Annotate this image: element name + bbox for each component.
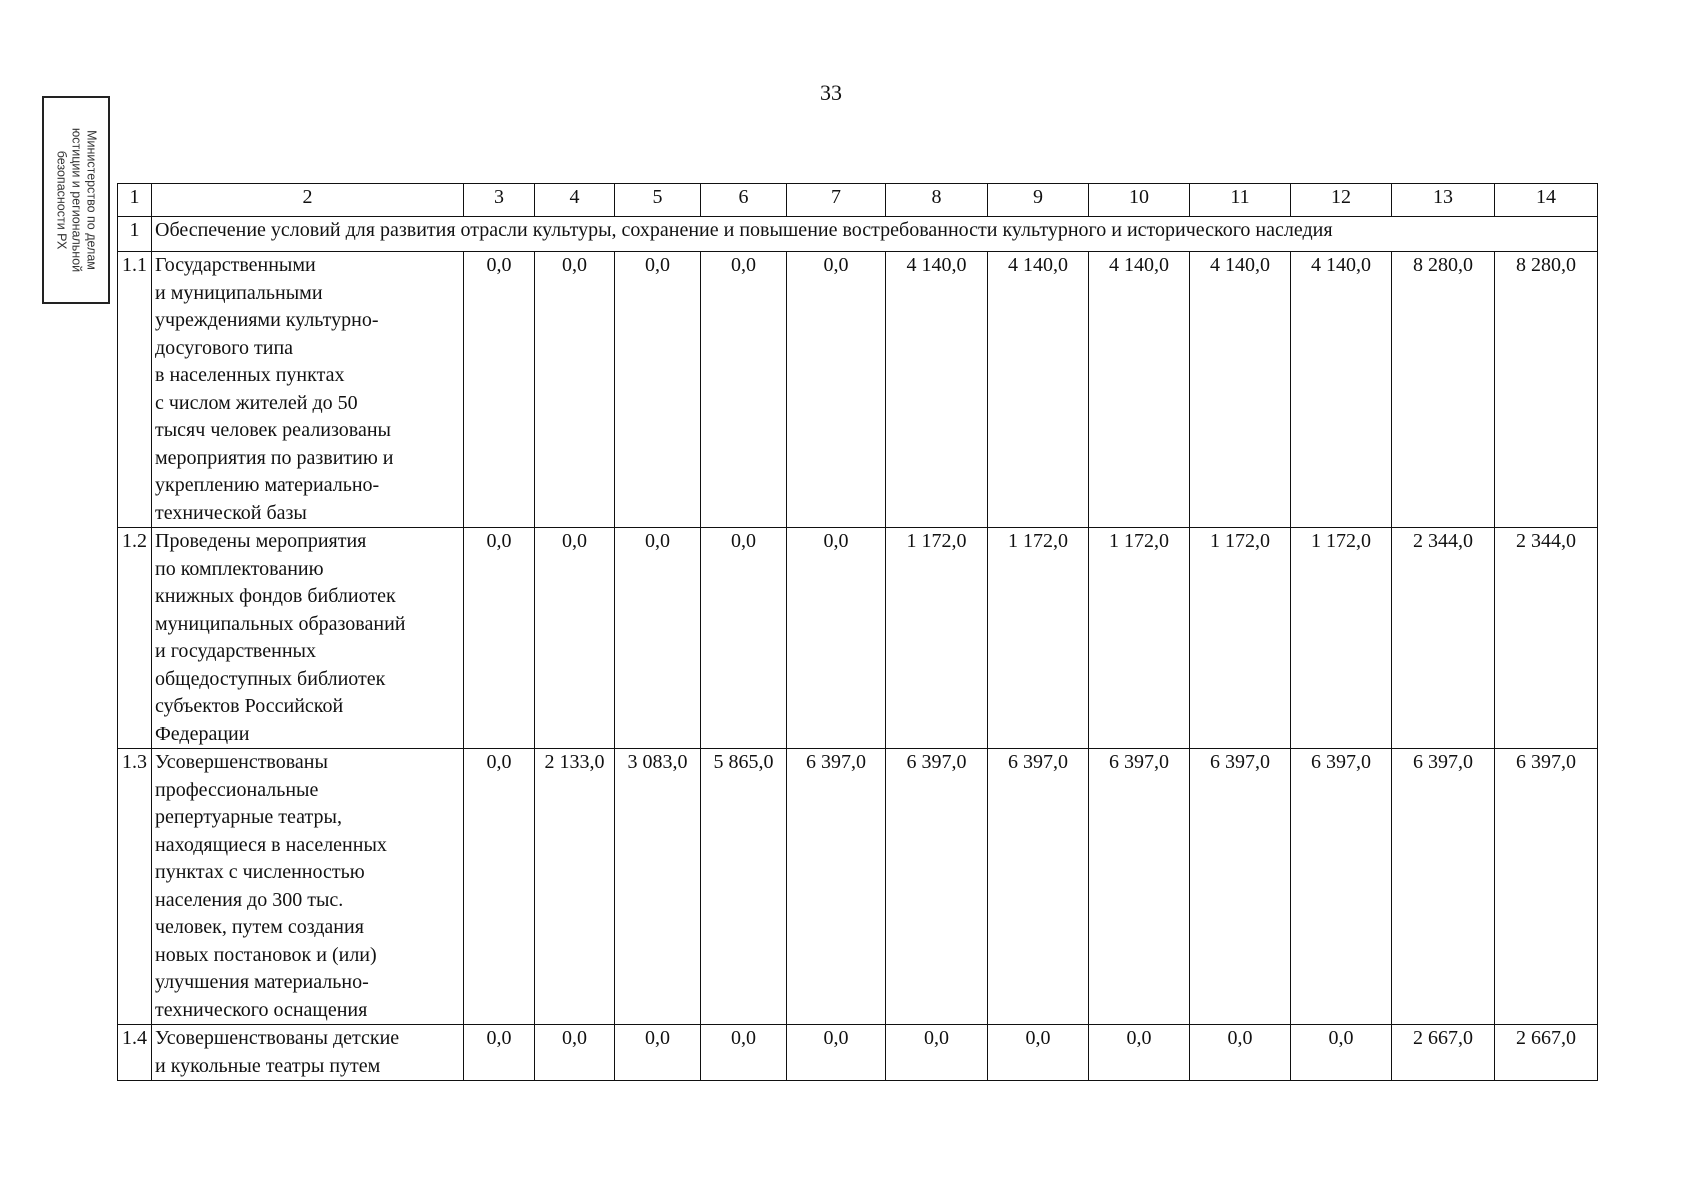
- description-line: по комплектованию: [155, 557, 324, 580]
- description-line: общедоступных библиотек: [155, 667, 386, 690]
- ministry-stamp: [42, 96, 110, 304]
- description-line: с числом жителей до 50: [155, 391, 358, 414]
- value-cell: 2 667,0: [1392, 1025, 1495, 1081]
- value-cell: 0,0: [464, 1025, 535, 1081]
- column-number: 8: [886, 184, 988, 217]
- value-cell: 3 083,0: [615, 749, 701, 1025]
- value-cell: 0,0: [535, 1025, 615, 1081]
- value-cell: 1 172,0: [886, 528, 988, 749]
- row-description: [152, 252, 464, 528]
- value-cell: 0,0: [787, 528, 886, 749]
- row-number: 1.3: [118, 749, 152, 1025]
- row-number: 1.2: [118, 528, 152, 749]
- value-cell: 0,0: [1089, 1025, 1190, 1081]
- stamp-line: безопасности РХ: [54, 150, 69, 250]
- description-line: технической базы: [155, 501, 307, 524]
- stamp-text: [54, 100, 99, 300]
- description-line: улучшения материально-: [155, 971, 369, 993]
- value-cell: 8 280,0: [1495, 252, 1598, 528]
- page-number: 33: [820, 80, 842, 105]
- table-row: [118, 749, 1598, 1025]
- value-cell: 6 397,0: [1089, 749, 1190, 1025]
- description-line: в населенных пунктах: [155, 364, 345, 386]
- value-cell: 5 865,0: [701, 749, 787, 1025]
- description-line: Усовершенствованы: [155, 751, 328, 773]
- description-line: и государственных: [155, 640, 316, 662]
- table-row: [118, 1025, 1598, 1081]
- value-cell: 1 172,0: [988, 528, 1089, 749]
- description-line: тысяч человек реализованы: [155, 419, 391, 441]
- description-line: субъектов Российской: [155, 695, 344, 717]
- value-cell: 0,0: [535, 252, 615, 528]
- description-line: пунктах с численностью: [155, 861, 365, 883]
- value-cell: 0,0: [787, 252, 886, 528]
- column-number-row: [118, 184, 1598, 217]
- value-cell: 4 140,0: [1190, 252, 1291, 528]
- description-line: репертуарные театры,: [155, 806, 342, 828]
- value-cell: 0,0: [701, 528, 787, 749]
- column-number: 1: [118, 184, 152, 217]
- row-description: [152, 528, 464, 749]
- value-cell: 0,0: [615, 1025, 701, 1081]
- value-cell: 2 344,0: [1495, 528, 1598, 749]
- description-line: технического оснащения: [155, 998, 368, 1021]
- budget-table: [117, 183, 1598, 1081]
- value-cell: 0,0: [701, 252, 787, 528]
- value-cell: 0,0: [464, 528, 535, 749]
- row-number: 1.4: [118, 1025, 152, 1081]
- value-cell: 6 397,0: [1495, 749, 1598, 1025]
- column-number: 4: [535, 184, 615, 217]
- table-row: [118, 252, 1598, 528]
- description-line: Проведены мероприятия: [155, 530, 367, 552]
- value-cell: 1 172,0: [1291, 528, 1392, 749]
- description-line: мероприятия по развитию и: [155, 446, 394, 469]
- value-cell: 0,0: [787, 1025, 886, 1081]
- table-row: [118, 528, 1598, 749]
- column-number: 2: [152, 184, 464, 217]
- value-cell: 4 140,0: [886, 252, 988, 528]
- value-cell: 6 397,0: [787, 749, 886, 1025]
- value-cell: 4 140,0: [1089, 252, 1190, 528]
- column-number: 6: [701, 184, 787, 217]
- description-line: учреждениями культурно-: [155, 309, 379, 331]
- value-cell: 0,0: [886, 1025, 988, 1081]
- value-cell: 6 397,0: [1190, 749, 1291, 1025]
- description-line: книжных фондов библиотек: [155, 585, 396, 607]
- column-number: 11: [1190, 184, 1291, 217]
- column-number: 5: [615, 184, 701, 217]
- stamp-line: Министерство по делам: [84, 130, 99, 270]
- column-number: 7: [787, 184, 886, 217]
- value-cell: 0,0: [615, 252, 701, 528]
- description-line: Государственными: [155, 254, 316, 276]
- value-cell: 6 397,0: [988, 749, 1089, 1025]
- row-description: [152, 1025, 464, 1081]
- value-cell: 1 172,0: [1089, 528, 1190, 749]
- value-cell: 2 133,0: [535, 749, 615, 1025]
- value-cell: 0,0: [615, 528, 701, 749]
- value-cell: 8 280,0: [1392, 252, 1495, 528]
- value-cell: 0,0: [1291, 1025, 1392, 1081]
- description-line: профессиональные: [155, 778, 319, 801]
- value-cell: 0,0: [464, 749, 535, 1025]
- value-cell: 0,0: [1190, 1025, 1291, 1081]
- description-line: и муниципальными: [155, 281, 323, 304]
- value-cell: 2 667,0: [1495, 1025, 1598, 1081]
- row-number: 1.1: [118, 252, 152, 528]
- column-number: 12: [1291, 184, 1392, 217]
- value-cell: 6 397,0: [1291, 749, 1392, 1025]
- value-cell: 0,0: [701, 1025, 787, 1081]
- column-number: 14: [1495, 184, 1598, 217]
- column-number: 13: [1392, 184, 1495, 217]
- description-line: муниципальных образований: [155, 612, 406, 635]
- row-description: [152, 749, 464, 1025]
- description-line: новых постановок и (или): [155, 943, 377, 966]
- description-line: населения до 300 тыс.: [155, 888, 344, 911]
- section-number: 1: [118, 217, 152, 252]
- value-cell: 4 140,0: [988, 252, 1089, 528]
- value-cell: 0,0: [464, 252, 535, 528]
- section-row: [118, 217, 1598, 252]
- value-cell: 0,0: [988, 1025, 1089, 1081]
- description-line: Федерации: [155, 722, 250, 745]
- description-line: укреплению материально-: [155, 474, 380, 496]
- description-line: и кукольные театры путем: [155, 1054, 381, 1077]
- column-number: 10: [1089, 184, 1190, 217]
- section-title: Обеспечение условий для развития отрасли культуры, сохранение и повышение востребованности культурного и исторического наследия: [152, 217, 1598, 252]
- value-cell: 4 140,0: [1291, 252, 1392, 528]
- description-line: находящиеся в населенных: [155, 833, 387, 856]
- description-line: человек, путем создания: [155, 916, 364, 938]
- description-line: досугового типа: [155, 336, 294, 359]
- value-cell: 1 172,0: [1190, 528, 1291, 749]
- column-number: 9: [988, 184, 1089, 217]
- description-line: Усовершенствованы детские: [155, 1027, 400, 1049]
- value-cell: 2 344,0: [1392, 528, 1495, 749]
- value-cell: 6 397,0: [1392, 749, 1495, 1025]
- column-number: 3: [464, 184, 535, 217]
- value-cell: 6 397,0: [886, 749, 988, 1025]
- stamp-line: юстиции и региональной: [69, 127, 84, 273]
- value-cell: 0,0: [535, 528, 615, 749]
